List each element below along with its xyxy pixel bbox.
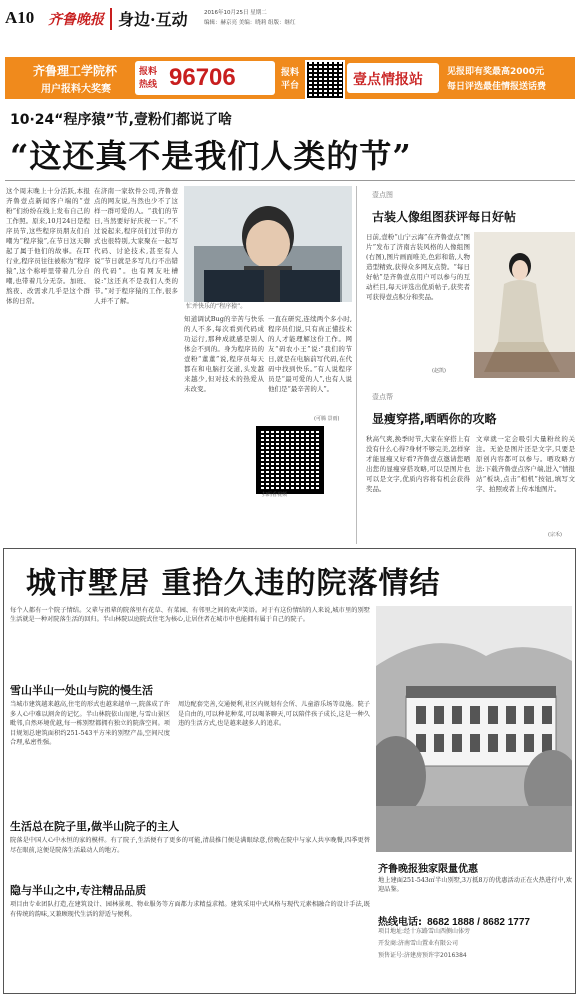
ad-text: 地上建面251-543㎡半山别墅,3万抵8万的优惠活动正在火热进行中,欢迎品鉴。 bbox=[378, 877, 572, 893]
ad-developer: 开发商:济南雪山置业有限公司 bbox=[378, 940, 459, 947]
article1-col4: 一直在研究,连续两个多小时,程序员们说,只有真正懂技术的人才能理解这份工作。网友“码农小王”说:“我们的节日,就是在电脑前写代码,在代码中找到快乐。”有人说程序员是“最可爱的人”,也有人说他们是“最辛苦的人”。 bbox=[268, 315, 352, 393]
banner-left-sub: 用户报料大奖赛 bbox=[41, 84, 111, 95]
promo-banner bbox=[5, 57, 575, 99]
ad-title: 齐鲁晚报独家限量优惠 bbox=[378, 864, 478, 875]
column-divider bbox=[356, 186, 357, 544]
costume-portrait-photo bbox=[474, 232, 575, 378]
feature-headline: 城市墅居 重拾久违的院落情结 bbox=[26, 566, 441, 601]
banner-right-line2: 每日评选最佳情报送话费 bbox=[447, 82, 547, 92]
qr-caption: 扫码看视频 bbox=[262, 492, 288, 498]
ad-hotline: 8682 1888 / 8682 1777 bbox=[427, 917, 530, 928]
editors-line: 编辑：赫京亮 美编：晓莉 组版：继红 bbox=[204, 20, 296, 26]
article1-col3: 知道调试Bug的辛苦与快乐的人不多,每次看到代码成功运行,那种成就感是别人体会不到的。身为程序员的壹粉“董董”说,程序员每天都在和电脑打交道,头发越来越少,但对技术的热爱从未改变。 bbox=[184, 315, 264, 393]
feature-col2-text: 周边配套完善,交通便利,社区内规划有会所、儿童游乐场等设施。院子是自由的,可以种花种菜,可以喝茶聊天,可以陪伴孩子成长,这是一种久违的生活方式,也是越来越多人的追求。 bbox=[178, 701, 370, 727]
date-line: 2016年10月25日 星期二 bbox=[204, 10, 267, 16]
hotline-box bbox=[135, 61, 275, 95]
platform-label-top: 报料 bbox=[281, 68, 300, 78]
feature-sub3-text: 项目由专业团队打造,在建筑设计、园林景观、物业服务等方面都力求精益求精。建筑采用中式风格与现代元素相融合的设计手法,既有传统的韵味,又兼顾现代生活的舒适与便利。 bbox=[10, 901, 370, 918]
banner-left-title: 齐鲁理工学院杯 bbox=[33, 64, 118, 78]
side2-body: 秋高气爽,换季时节,大家在穿搭上有没有什么心得?身材不够完美,怎样穿才能显瘦又好看?齐鲁壹点邀请您晒出您的显瘦穿搭攻略,可以是图片也可以是文字,优质内容将有机会获得奖品。 bbox=[366, 435, 470, 493]
side2-body2: 文章就一定会吸引大量粉丝的关注。无论是图片还是文字,只要是原创内容都可以参与。晒攻略方法:下载齐鲁壹点客户端,进入“情报站”板块,点击“相机”按钮,填写文字、拍照或者上传本地图片。 bbox=[476, 435, 575, 493]
programmer-photo-art bbox=[184, 186, 352, 302]
masthead-divider bbox=[110, 8, 112, 30]
ad-hotline-label: 热线电话: bbox=[378, 917, 422, 928]
brand-logo bbox=[347, 63, 439, 93]
masthead bbox=[0, 0, 580, 52]
side2-tag: 壹点帮 bbox=[372, 393, 393, 401]
hotline-number: 96706 bbox=[169, 64, 236, 91]
side1-body: 日前,壹粉“山宁云海”在齐鲁壹点“图片”发布了济南古装风格的人像组图(右图),图片画面唯美,色彩和谐,人物造型精致,获得众多网友点赞。“每日好帖”是齐鲁壹点用户可以参与的互动栏目,每天评选出优质帖子,获奖者可获得壹点积分和奖品。 bbox=[366, 233, 470, 301]
hotline-label-bottom: 热线 bbox=[139, 80, 158, 90]
platform-label-bottom: 平台 bbox=[281, 81, 300, 91]
photo-caption: 忙并快乐的“程序猿”。 bbox=[186, 303, 247, 310]
paper-logo: 齐鲁晚报 bbox=[48, 12, 104, 28]
ad-license: 预售证号:济建房预许字2016384 bbox=[378, 952, 467, 959]
costume-portrait-art bbox=[474, 232, 575, 378]
villa-photo bbox=[376, 606, 572, 852]
villa-photo-art bbox=[376, 606, 572, 852]
article1-headline: “这还真不是我们人类的节” bbox=[10, 137, 412, 175]
article1-col2: 在济南一家软件公司,齐鲁壹点的网友说,当然也少不了这样一群可爱的人。“我们的节日,当然要好好庆祝一下。”不过说起来,程序员们过节的方式也很特别,大家聚在一起写代码、讨论技术,甚至有人说“节日就是多写几行不出错的代码”。也有网友吐槽说:“这还真不是我们人类的节。”对于程序猿的工作,很多人并不了解。 bbox=[94, 187, 178, 305]
feature-sub1-text: 当城市建筑越来越高,住宅的形式也越来越单一,院落成了许多人心中难以割舍的记忆。半山林院依山而建,与雪山景区毗邻,自然环境优越,每一栋别墅都拥有独立的院落空间。项目规划总建筑面积约251-543平方米的别墅产品,空间尺度合理,私密性强。 bbox=[10, 701, 170, 746]
video-qr-code[interactable] bbox=[256, 426, 324, 494]
banner-right-line1: 见报即有奖最高2000元 bbox=[447, 67, 545, 77]
side1-byline: (赵凯) bbox=[432, 368, 446, 374]
brand-name: 壹点情报站 bbox=[353, 72, 423, 88]
side2-byline: (宗禾) bbox=[548, 532, 562, 538]
programmer-photo bbox=[184, 186, 352, 302]
side1-title: 古装人像组图获评每日好帖 bbox=[372, 210, 517, 224]
ad-address: 项目地址:经十东路雪山西侧山体旁 bbox=[378, 928, 471, 935]
hotline-label-top: 报料 bbox=[139, 67, 158, 77]
banner-qr-code[interactable] bbox=[305, 60, 345, 100]
feature-sub3: 隐与半山之中,专注精品品质 bbox=[10, 884, 147, 897]
article1-rule bbox=[5, 180, 575, 181]
feature-sub1: 雪山半山一处山与院的慢生活 bbox=[10, 684, 153, 697]
article1-byline: (可腾 景雨) bbox=[314, 416, 340, 422]
side2-title: 显瘦穿搭,晒晒你的攻略 bbox=[372, 412, 497, 426]
section-title: 身边·互动 bbox=[118, 10, 188, 29]
ad-hotline-row bbox=[378, 910, 530, 929]
feature-intro: 每个人都有一个院子情结。父辈与祖辈的院落里有花草、有菜园、有邻里之间的欢声笑语。对于有这份情结的人来说,城市里的别墅生活就是一种对院落生活的回归。半山林院以庭院式住宅为核心,让居住者在城市中也能拥有属于自己的院子。 bbox=[10, 607, 370, 623]
feature-sub2: 生活总在院子里,做半山院子的主人 bbox=[10, 820, 180, 833]
side1-tag: 壹点图 bbox=[372, 191, 393, 199]
article1-col1: 这个周末晚上十分活跃,本报齐鲁壹点新闻客户端的“壹粉”们纷纷在线上发布自己的工作照。原来,10月24日是程序员节,这些程序员朋友们自嘲为“程序猿”,在节日这天聊起了属于他们的故事。在IT行业,程序员往往被称为“程序猿”,这个称呼里带着几分自嘲,也带着几分无奈。加班、熬夜、改需求几乎是这个群体的日常。 bbox=[6, 187, 90, 305]
feature-sub2-text: 院落是中国人心中永恒的家的模样。有了院子,生活便有了更多的可能,清晨推门便是满眼绿意,傍晚在院中与家人共享晚餐,四季更替尽在眼前,这便是院落生活最动人的地方。 bbox=[10, 837, 370, 854]
article1-kicker: 10·24“程序猿”节,壹粉们都说了啥 bbox=[10, 112, 233, 128]
page-number: A10 bbox=[5, 8, 35, 27]
